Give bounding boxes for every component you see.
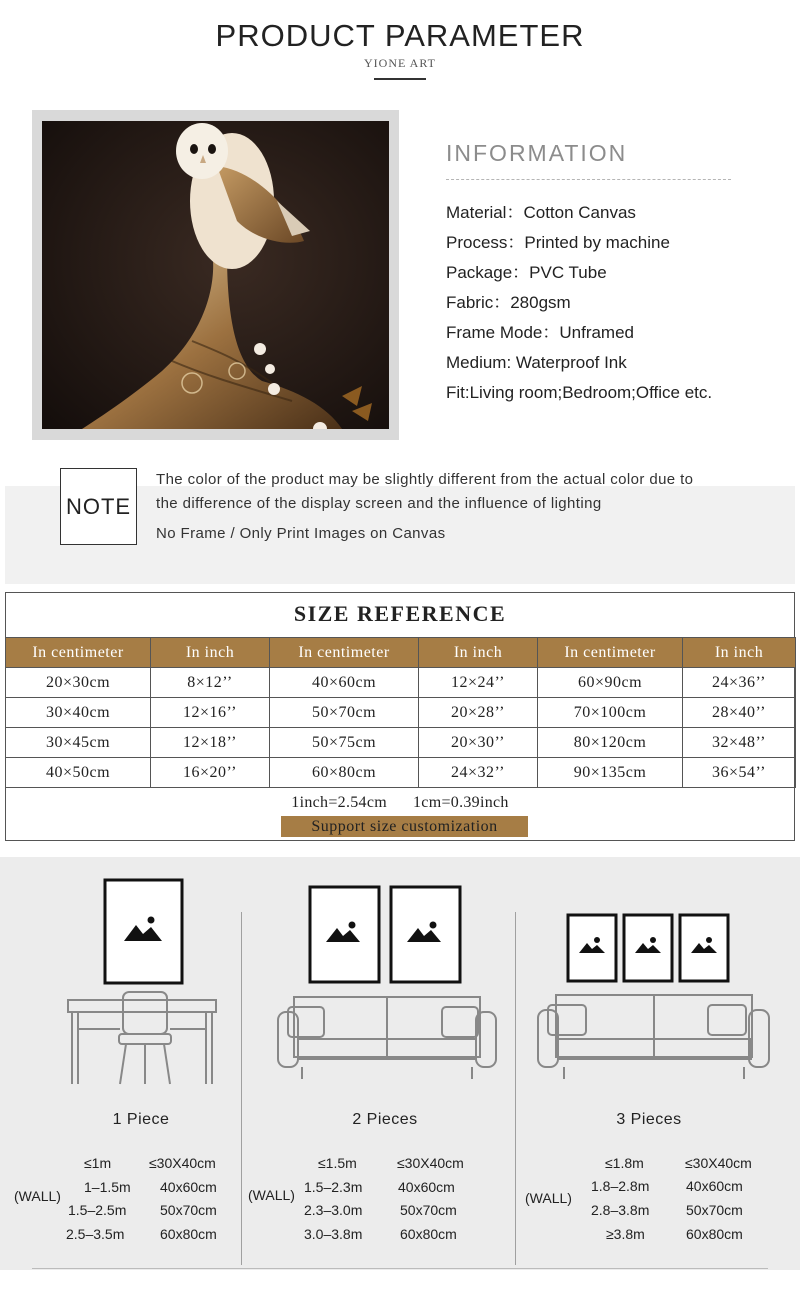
product-image <box>42 121 389 429</box>
size-cell: 28×40’’ <box>683 698 796 728</box>
size-cell: 12×18’’ <box>151 728 270 758</box>
size-cell: 20×30’’ <box>419 728 538 758</box>
wall-width: 1–1.5m <box>84 1179 131 1195</box>
print-size: 50x70cm <box>686 1202 743 1218</box>
two-piece-scene-illustration <box>242 857 515 1097</box>
table-row <box>6 758 796 788</box>
wall-width: ≥3.8m <box>606 1226 645 1242</box>
wall-width: ≤1m <box>84 1155 112 1171</box>
size-cell: 40×60cm <box>270 668 419 698</box>
size-cell: 90×135cm <box>538 758 683 788</box>
print-size: ≤30X40cm <box>685 1155 752 1171</box>
page-header <box>0 0 800 90</box>
print-size: 40x60cm <box>398 1179 455 1195</box>
size-header-row <box>6 638 796 668</box>
note-line: No Frame / Only Print Images on Canvas <box>156 525 446 542</box>
print-size: 40x60cm <box>686 1178 743 1194</box>
size-cell: 24×32’’ <box>419 758 538 788</box>
table-row <box>6 668 796 698</box>
size-cell: 20×30cm <box>6 668 151 698</box>
table-row <box>6 698 796 728</box>
unit-conversion <box>6 794 794 812</box>
print-size: ≤30X40cm <box>397 1155 464 1171</box>
info-item-fit: Fit:Living room;Bedroom;Office etc. <box>446 383 713 402</box>
owl-artwork <box>42 121 389 429</box>
info-item-material: Material：Cotton Canvas <box>446 203 636 222</box>
size-cell: 50×70cm <box>270 698 419 728</box>
column-header: In inch <box>683 638 796 668</box>
wall-width: 2.3–3.0m <box>304 1202 363 1218</box>
wall-label: (WALL) <box>525 1190 572 1206</box>
information-list <box>446 198 786 408</box>
wall-width: 1.5–2.5m <box>68 1202 127 1218</box>
size-cell: 30×40cm <box>6 698 151 728</box>
info-item-process: Process：Printed by machine <box>446 233 670 252</box>
note-label: NOTE <box>60 468 137 545</box>
brand-subtitle: YIONE ART <box>364 56 436 70</box>
product-image-frame <box>32 110 399 440</box>
three-piece-scene-illustration <box>516 857 800 1097</box>
size-grid <box>5 637 796 788</box>
info-item-fabric: Fabric：280gsm <box>446 293 571 312</box>
table-row <box>6 728 796 758</box>
size-cell: 36×54’’ <box>683 758 796 788</box>
note-line: The color of the product may be slightly different from the actual color due to <box>156 471 694 488</box>
information-heading: INFORMATION <box>446 140 628 166</box>
column-header: In inch <box>419 638 538 668</box>
piece-label-3: 3 Pieces <box>616 1111 682 1128</box>
column-header: In inch <box>151 638 270 668</box>
print-size: ≤30X40cm <box>149 1155 216 1171</box>
info-item-frame-mode: Frame Mode：Unframed <box>446 323 635 342</box>
wall-width: 3.0–3.8m <box>304 1226 363 1242</box>
info-item-medium: Medium: Waterproof Ink <box>446 353 627 372</box>
conversion-cm: 1cm=0.39inch <box>413 794 509 811</box>
size-cell: 70×100cm <box>538 698 683 728</box>
size-cell: 12×16’’ <box>151 698 270 728</box>
size-cell: 40×50cm <box>6 758 151 788</box>
column-header: In centimeter <box>538 638 683 668</box>
print-size: 50x70cm <box>160 1202 217 1218</box>
wall-width: ≤1.8m <box>605 1155 644 1171</box>
wall-width: 2.8–3.8m <box>591 1202 650 1218</box>
wall-width: 1.8–2.8m <box>591 1178 650 1194</box>
piece-label-1: 1 Piece <box>112 1111 170 1128</box>
size-cell: 16×20’’ <box>151 758 270 788</box>
note-line: the difference of the display screen and the influence of lighting <box>156 495 602 512</box>
pieces-guide <box>0 857 800 1270</box>
print-size: 60x80cm <box>686 1226 743 1242</box>
page-title: PRODUCT PARAMETER <box>215 18 585 53</box>
wall-width: 2.5–3.5m <box>66 1226 125 1242</box>
piece-label-2: 2 Pieces <box>352 1111 418 1128</box>
conversion-inch: 1inch=2.54cm <box>291 794 387 811</box>
wall-width: 1.5–2.3m <box>304 1179 363 1195</box>
print-size: 60x80cm <box>400 1226 457 1242</box>
size-cell: 50×75cm <box>270 728 419 758</box>
wall-label: (WALL) <box>14 1188 61 1204</box>
column-header: In centimeter <box>6 638 151 668</box>
size-cell: 20×28’’ <box>419 698 538 728</box>
bottom-divider <box>32 1268 768 1269</box>
wall-label: (WALL) <box>248 1187 295 1203</box>
information-divider <box>446 179 731 180</box>
size-cell: 60×80cm <box>270 758 419 788</box>
print-size: 40x60cm <box>160 1179 217 1195</box>
print-size: 60x80cm <box>160 1226 217 1242</box>
size-cell: 80×120cm <box>538 728 683 758</box>
desk-scene-illustration <box>0 857 241 1097</box>
title-underline <box>374 78 426 80</box>
size-cell: 32×48’’ <box>683 728 796 758</box>
size-cell: 12×24’’ <box>419 668 538 698</box>
print-size: 50x70cm <box>400 1202 457 1218</box>
column-header: In centimeter <box>270 638 419 668</box>
size-reference-title: SIZE REFERENCE <box>293 601 507 626</box>
size-cell: 8×12’’ <box>151 668 270 698</box>
customization-badge: Support size customization <box>281 816 528 837</box>
info-item-package: Package：PVC Tube <box>446 263 607 282</box>
size-cell: 60×90cm <box>538 668 683 698</box>
size-cell: 30×45cm <box>6 728 151 758</box>
note-text <box>156 468 776 546</box>
size-cell: 24×36’’ <box>683 668 796 698</box>
wall-width: ≤1.5m <box>318 1155 357 1171</box>
size-reference-table <box>5 592 795 841</box>
product-information <box>446 140 786 408</box>
